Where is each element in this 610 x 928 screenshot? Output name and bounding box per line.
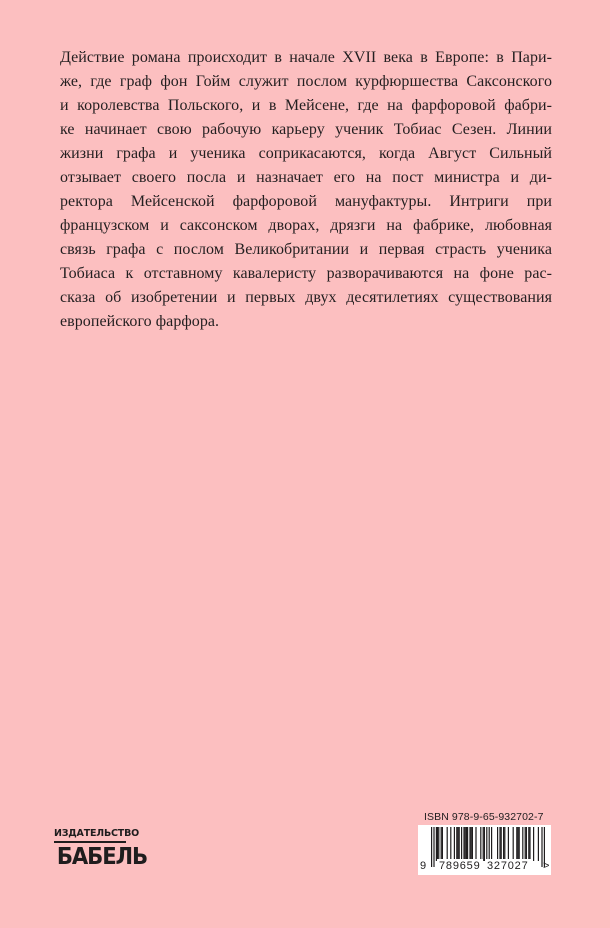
- barcode-bar: [475, 827, 476, 861]
- barcode-bar: [442, 827, 443, 861]
- barcode-bar: [461, 827, 462, 861]
- barcode-bar: [533, 827, 534, 861]
- barcode-bar: [472, 827, 473, 861]
- blurb-line: французском и саксонском дворах, дрязги на фабрике, любовная: [60, 217, 552, 234]
- publisher-logo-name: БАБЕЛЬ: [56, 844, 148, 870]
- blurb-line: жизни графа и ученика соприкасаются, когда Август Сильный: [60, 145, 552, 162]
- barcode-bar: [499, 827, 500, 861]
- blurb-line: сказа об изобретении и первых двух десятилетиях существования: [60, 289, 552, 306]
- barcode-bar: [497, 827, 498, 861]
- barcode-bar: [459, 827, 460, 861]
- barcode-bar: [526, 827, 527, 861]
- barcode-bar: [436, 827, 437, 861]
- barcode-bar: [528, 827, 529, 861]
- barcode-bar: [517, 827, 518, 861]
- blurb-line: Действие романа происходит в начале XVII века в Европе: в Пари-: [60, 49, 552, 66]
- barcode-bar: [480, 827, 481, 861]
- barcode-bar: [529, 827, 530, 861]
- barcode-bar: [469, 827, 470, 861]
- barcode-bar: [491, 827, 492, 861]
- barcode-bar: [483, 827, 484, 861]
- barcode-bar: [519, 827, 520, 861]
- barcode-bar: [504, 827, 505, 861]
- barcode-bar: [457, 827, 458, 861]
- barcode-lead-digit: 9: [420, 860, 427, 872]
- blurb-line: связь графа с послом Великобритании и первая страсть ученика: [60, 241, 552, 258]
- barcode-bar: [431, 827, 432, 867]
- barcode-bar: [525, 827, 526, 861]
- barcode-bar: [471, 827, 472, 861]
- isbn-label: ISBN 978-9-65-932702-7: [424, 811, 544, 823]
- barcode-bar: [438, 827, 439, 861]
- barcode-bar: [447, 827, 448, 861]
- publisher-logo: [54, 828, 148, 874]
- barcode-bar: [501, 827, 502, 861]
- barcode-bar: [516, 827, 517, 861]
- barcode-bar: [467, 827, 468, 861]
- blurb-line: европейского фарфора.: [60, 313, 220, 330]
- barcode-bar: [433, 827, 434, 867]
- blurb-line: Тобиаса к отставному кавалеристу разворачиваются на фоне рас-: [60, 265, 552, 282]
- barcode-bar: [503, 827, 504, 861]
- blurb-line: ректора Мейсенской фарфоровой мануфактуры. Интриги при: [60, 193, 552, 210]
- barcode-bar: [484, 827, 485, 861]
- blurb-line: же, где граф фон Гойм служит послом курфюршества Саксонского: [60, 73, 552, 90]
- barcode-bar: [463, 827, 464, 861]
- isbn-barcode: [418, 825, 551, 875]
- blurb-line: отзывает своего посла и назначает его на пост министра и ди-: [60, 169, 552, 186]
- barcode-bar: [522, 827, 523, 861]
- barcode-bar: [437, 827, 438, 861]
- barcode-bar: [538, 827, 539, 861]
- barcode-right-digits: 327027: [487, 860, 529, 872]
- barcode-bar: [465, 827, 466, 861]
- barcode-bar: [441, 827, 442, 861]
- blurb-line: и королевства Польского, и в Мейсене, где на фарфоровой фабри-: [60, 97, 552, 114]
- blurb-line: ке начинает свою рабочую карьеру ученик Тобиас Сезен. Линии: [60, 121, 552, 138]
- barcode-quiet-zone-mark: >: [543, 860, 550, 872]
- barcode-bar: [513, 827, 514, 861]
- publisher-logo-top-text: ИЗДАТЕЛЬСТВО: [54, 828, 126, 843]
- barcode-bar: [454, 827, 455, 861]
- cover-blurb: [60, 46, 552, 334]
- barcode-bar: [466, 827, 467, 861]
- barcode-bar: [450, 827, 451, 861]
- barcode-bar: [508, 827, 509, 861]
- barcode-left-digits: 789659: [439, 860, 481, 872]
- barcode-bar: [456, 827, 457, 861]
